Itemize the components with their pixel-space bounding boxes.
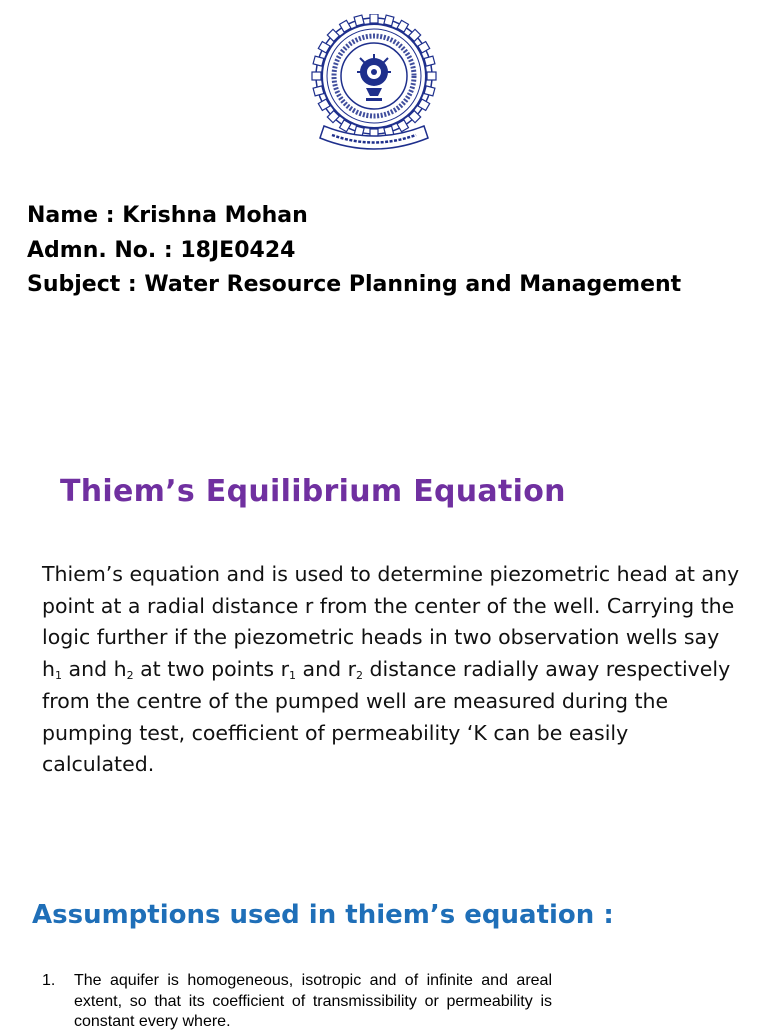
paragraph-text: Thiem’s equation and is used to determine piezometric head at any point at a radial distance r from the center of the well. Carrying the logic further if the piezometric heads in two observation wells say h	[42, 562, 740, 682]
assumptions-list	[42, 971, 552, 1033]
institute-logo	[310, 14, 438, 156]
subscript: 2	[356, 669, 364, 683]
list-item-number: 1.	[42, 972, 56, 989]
list-item-text: The aquifer is homogeneous, isotropic and of infinite and areal extent, so that its coefficient of transmissibility or permeability is constant every where.	[74, 972, 552, 1030]
paragraph-text: and h	[62, 657, 127, 682]
paragraph-text: at two points r	[133, 657, 289, 682]
list-item	[42, 971, 552, 1033]
subject: Subject : Water Resource Planning and Management	[27, 272, 682, 297]
student-name: Name : Krishna Mohan	[27, 203, 308, 228]
institute-seal-icon	[310, 14, 438, 156]
subscript: 1	[55, 669, 62, 683]
description-paragraph	[42, 559, 742, 781]
paragraph-text: and r	[296, 657, 357, 682]
page-title: Thiem’s Equilibrium Equation	[60, 474, 566, 509]
subscript: 2	[126, 669, 134, 683]
assumptions-heading: Assumptions used in thiem’s equation :	[32, 900, 614, 930]
student-info	[27, 199, 681, 303]
paragraph-text: distance radially away respectively from the centre of the pumped well are measured during the pumping test, coefficient of permeability ‘K can be easily calculated.	[42, 657, 731, 777]
subscript: 1	[289, 669, 296, 683]
admission-number: Admn. No. : 18JE0424	[27, 237, 296, 263]
